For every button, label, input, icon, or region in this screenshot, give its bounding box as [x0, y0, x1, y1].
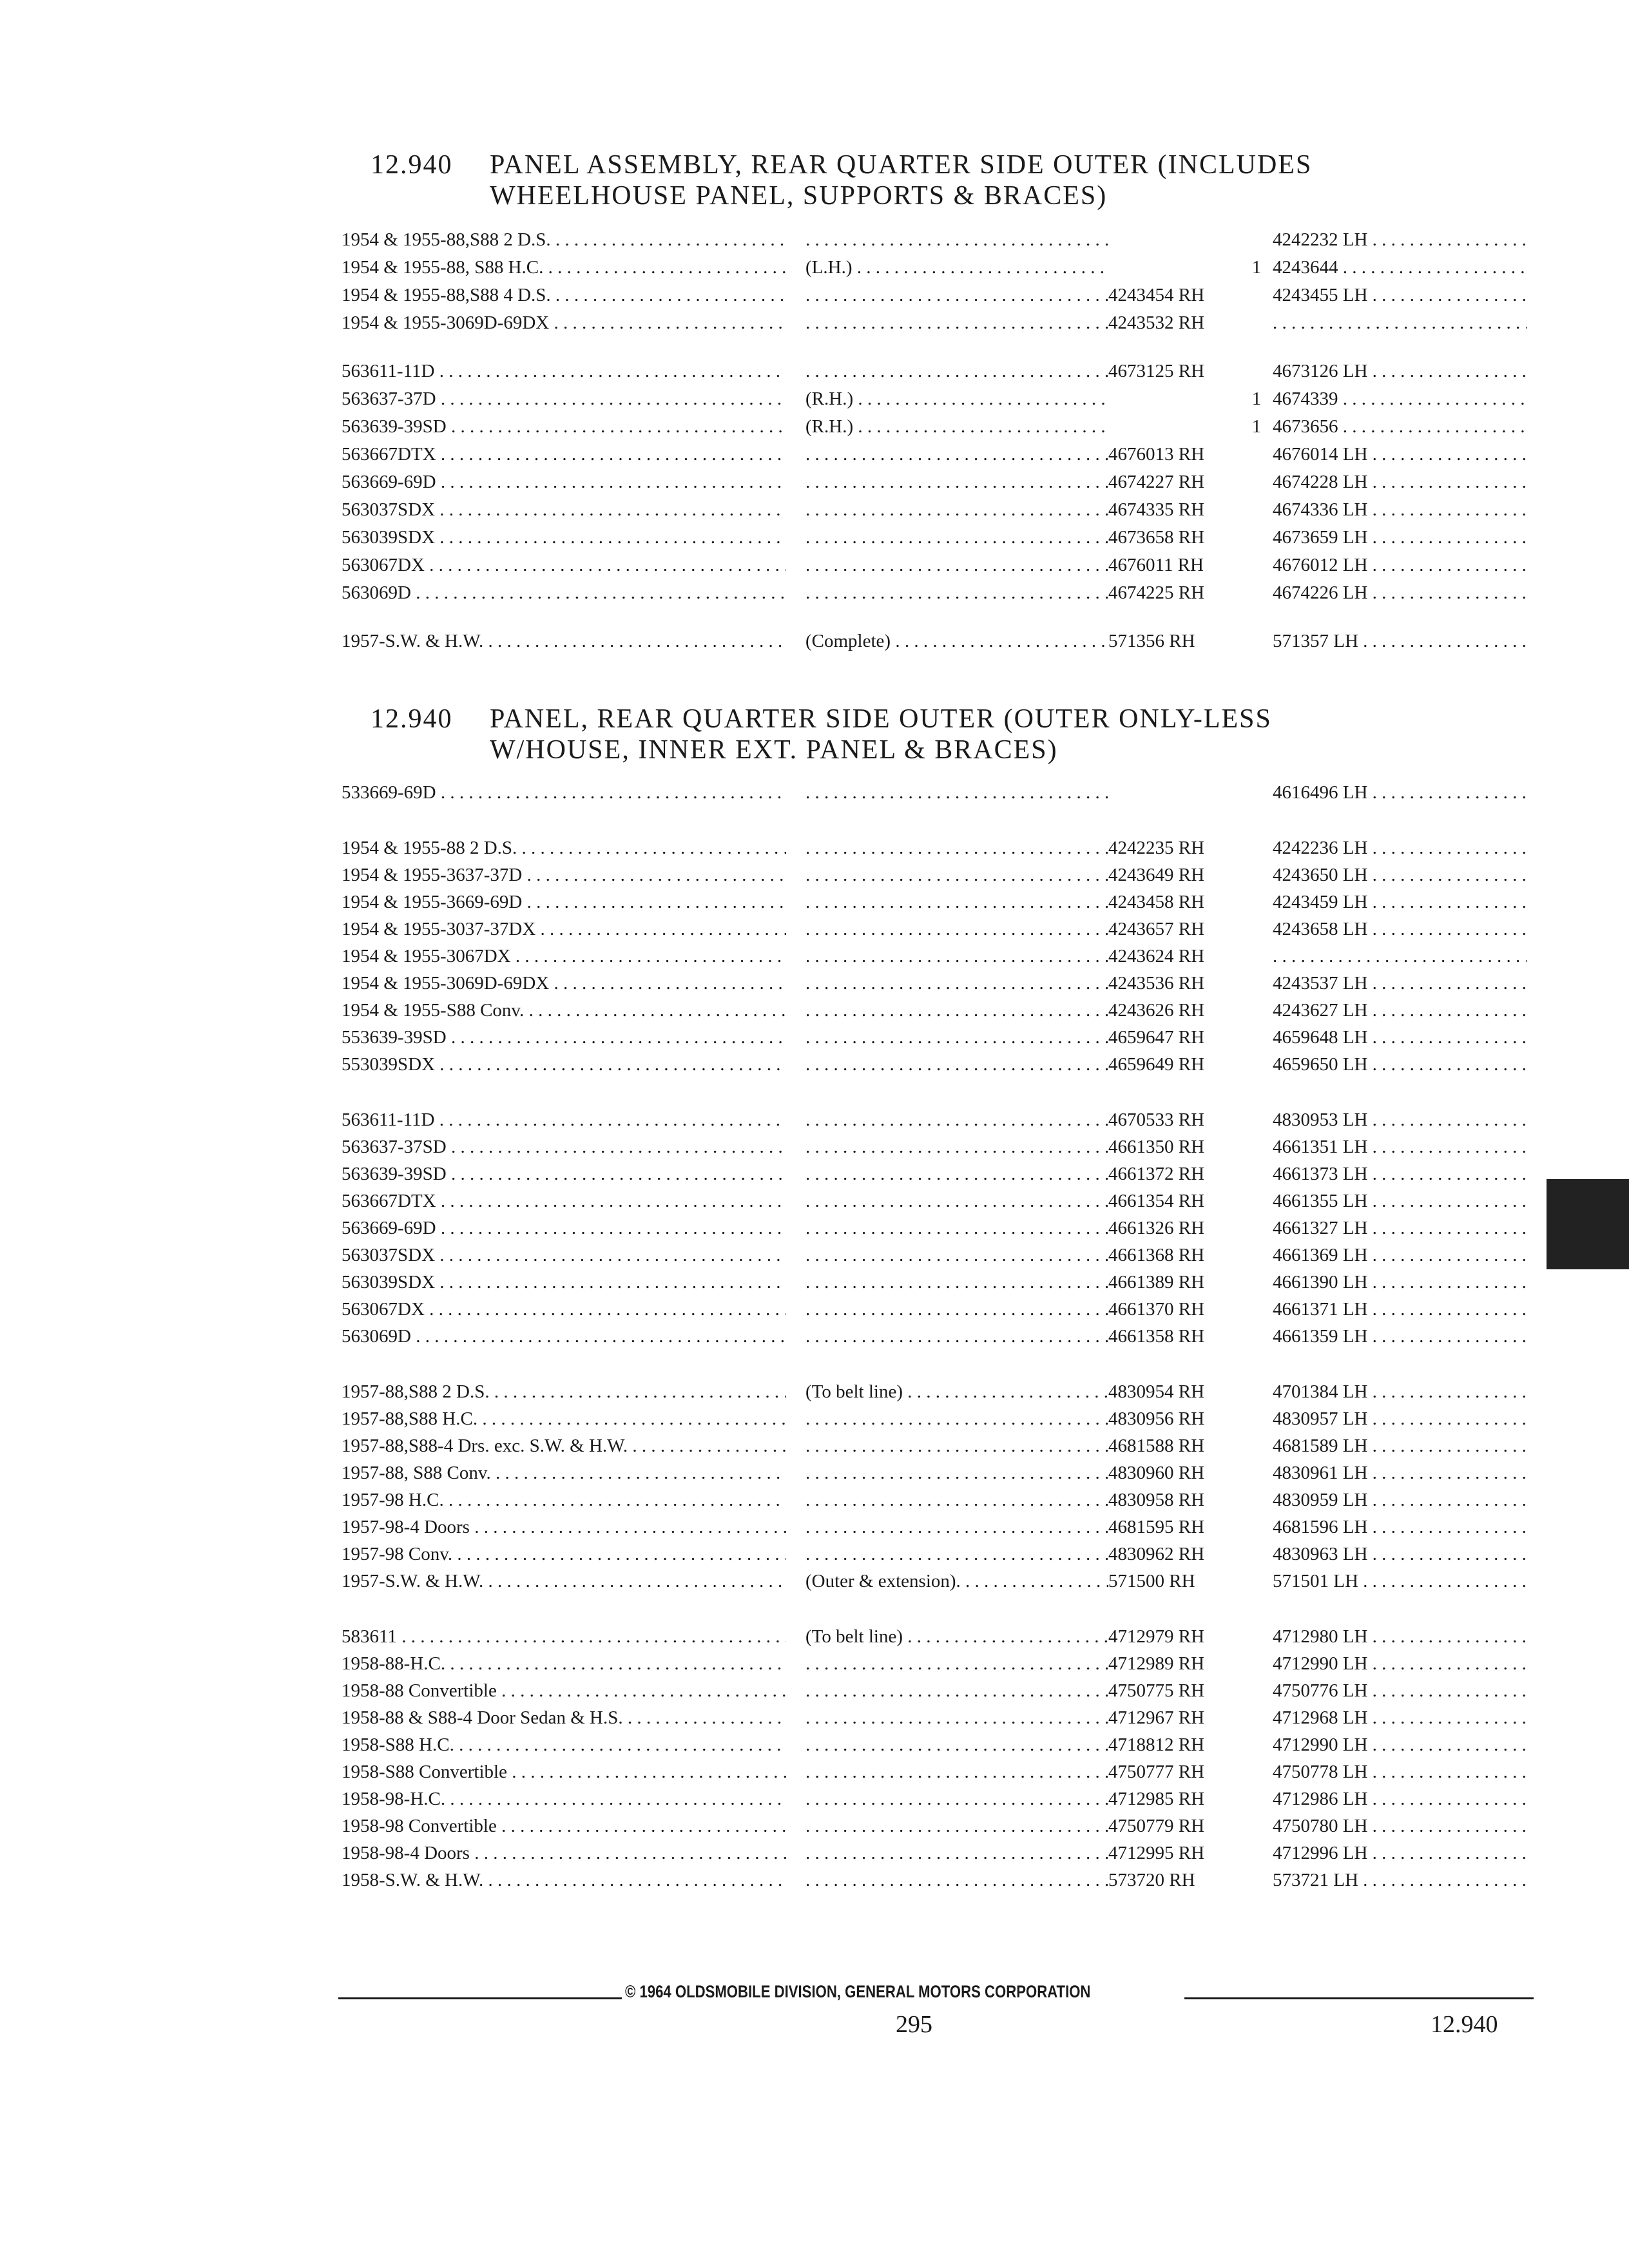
part-number-rh: 4670533 RH	[1108, 1110, 1205, 1130]
table-row	[342, 780, 1527, 805]
part-number-lh: 573721 LH . . .	[1273, 1867, 1527, 1893]
table-row	[342, 1840, 1527, 1866]
part-note	[805, 441, 1108, 467]
part-note	[805, 970, 1108, 996]
part-number-lh	[1273, 310, 1527, 336]
table-row	[342, 1406, 1527, 1432]
part-quantity: 1	[1251, 257, 1262, 278]
part-number-rh: 4830962 RH	[1108, 1544, 1205, 1564]
part-number-lh: 4243658 LH . . .	[1273, 916, 1527, 942]
part-description: 1954 & 1955-3069D-69DX . . .	[342, 970, 786, 996]
part-note	[805, 1269, 1108, 1295]
table-row	[342, 1323, 1527, 1349]
part-number-lh: 4750778 LH . . .	[1273, 1759, 1527, 1785]
table-row	[342, 862, 1527, 888]
part-number-rh: 4830960 RH	[1108, 1463, 1205, 1483]
part-number-lh: 4712968 LH . . .	[1273, 1705, 1527, 1731]
page-number: 295	[896, 2011, 932, 2038]
part-number-rh: 4712985 RH	[1108, 1789, 1205, 1809]
part-note	[805, 1215, 1108, 1241]
section-edge-tab	[1547, 1179, 1629, 1269]
part-number-lh: 4681596 LH . . .	[1273, 1514, 1527, 1540]
part-note	[805, 1406, 1108, 1432]
table-row	[342, 414, 1527, 439]
part-quantity: 1	[1251, 389, 1262, 409]
part-number-lh: 4243627 LH . . .	[1273, 997, 1527, 1023]
part-number-lh: 4712996 LH . . .	[1273, 1840, 1527, 1866]
table-row	[342, 1568, 1527, 1594]
part-description: 1954 & 1955-S88 Conv. . . .	[342, 997, 786, 1023]
part-number-lh: 4830963 LH . . .	[1273, 1541, 1527, 1567]
part-number-rh: 4681588 RH	[1108, 1436, 1205, 1456]
part-description: 1958-S88 Convertible . . .	[342, 1759, 786, 1785]
part-number-lh: 4750780 LH . . .	[1273, 1813, 1527, 1839]
part-description: 1954 & 1955-88,S88 2 D.S. . . .	[342, 227, 786, 253]
table-row	[342, 282, 1527, 308]
part-number-rh: 4243532 RH	[1108, 312, 1205, 333]
part-description: 563637-37D . . .	[342, 386, 786, 412]
part-number-rh: 4243649 RH	[1108, 865, 1205, 885]
part-description: 1957-88,S88 H.C. . . .	[342, 1406, 786, 1432]
part-number-lh: 4661390 LH . . .	[1273, 1269, 1527, 1295]
part-number-rh: 571500 RH	[1108, 1571, 1195, 1591]
table-row	[342, 441, 1527, 467]
part-description: 1954 & 1955-3669-69D . . .	[342, 889, 786, 915]
part-note	[805, 1651, 1108, 1677]
table-row	[342, 1786, 1527, 1812]
part-note	[805, 1188, 1108, 1214]
part-description: 563667DTX . . .	[342, 1188, 786, 1214]
part-note	[805, 1052, 1108, 1077]
part-number-rh: 4661358 RH	[1108, 1326, 1205, 1347]
part-number-rh: 4674335 RH	[1108, 499, 1205, 520]
part-description: 1954 & 1955-3037-37DX . . .	[342, 916, 786, 942]
part-note	[805, 1867, 1108, 1893]
part-description: 1954 & 1955-3637-37D . . .	[342, 862, 786, 888]
section1-title-line1: PANEL ASSEMBLY, REAR QUARTER SIDE OUTER (INCLUDES	[490, 150, 1313, 180]
part-note	[805, 1296, 1108, 1322]
part-number-lh: 4674339 . . .	[1273, 386, 1527, 412]
part-description: 563037SDX . . .	[342, 497, 786, 523]
part-description: 553639-39SD . . .	[342, 1024, 786, 1050]
part-note	[805, 1323, 1108, 1349]
table-row	[342, 1215, 1527, 1241]
part-description: 1957-88,S88 2 D.S. . . .	[342, 1379, 786, 1405]
table-row	[342, 524, 1527, 550]
table-row	[342, 1651, 1527, 1677]
part-number-rh: 4661370 RH	[1108, 1299, 1205, 1320]
part-number-lh: 4750776 LH . . .	[1273, 1678, 1527, 1704]
section2-number: 12.940	[371, 704, 453, 734]
table-row	[342, 1161, 1527, 1187]
part-description: 1957-98 Conv. . . .	[342, 1541, 786, 1567]
part-note	[805, 1732, 1108, 1758]
part-note: (To belt line) . . .	[805, 1624, 1108, 1649]
part-number-rh: 4661326 RH	[1108, 1218, 1205, 1238]
part-number-lh: 4242232 LH . . .	[1273, 227, 1527, 253]
table-row	[342, 1269, 1527, 1295]
part-number-rh: 4830958 RH	[1108, 1490, 1205, 1510]
part-note	[805, 1705, 1108, 1731]
part-description: 1957-88, S88 Conv. . . .	[342, 1460, 786, 1486]
table-row	[342, 310, 1527, 336]
part-description: 1954 & 1955-88,S88 4 D.S. . . .	[342, 282, 786, 308]
part-quantity: 1	[1251, 416, 1262, 437]
section2-heading	[371, 704, 1272, 765]
part-number-lh: 4243455 LH . . .	[1273, 282, 1527, 308]
part-description: 1954 & 1955-88, S88 H.C. . . .	[342, 255, 786, 280]
part-number-rh: 4750777 RH	[1108, 1762, 1205, 1782]
part-number-lh: 4243537 LH . . .	[1273, 970, 1527, 996]
part-number-lh: 571357 LH . . .	[1273, 628, 1527, 654]
table-row	[342, 1052, 1527, 1077]
table-row	[342, 386, 1527, 412]
part-number-lh: 4674228 LH . . .	[1273, 469, 1527, 495]
part-note	[805, 1433, 1108, 1459]
part-description: 1958-98-4 Doors . . .	[342, 1840, 786, 1866]
part-number-lh: 4712990 LH . . .	[1273, 1651, 1527, 1677]
table-row	[342, 1514, 1527, 1540]
table-row	[342, 970, 1527, 996]
footer-rule-left	[338, 1997, 622, 1999]
part-note	[805, 1786, 1108, 1812]
part-number-rh: 4676013 RH	[1108, 444, 1205, 465]
part-number-rh: 4674225 RH	[1108, 582, 1205, 603]
part-number-lh	[1273, 943, 1527, 969]
part-number-lh: 571501 LH . . .	[1273, 1568, 1527, 1594]
part-description: 563039SDX . . .	[342, 524, 786, 550]
part-number-lh: 4830953 LH . . .	[1273, 1107, 1527, 1133]
table-row	[342, 1433, 1527, 1459]
part-description: 563069D . . .	[342, 580, 786, 606]
part-description: 1958-98 Convertible . . .	[342, 1813, 786, 1839]
part-number-lh: 4661371 LH . . .	[1273, 1296, 1527, 1322]
part-number-lh: 4830961 LH . . .	[1273, 1460, 1527, 1486]
part-note	[805, 552, 1108, 578]
table-row	[342, 358, 1527, 384]
table-row	[342, 889, 1527, 915]
part-number-lh: 4830959 LH . . .	[1273, 1487, 1527, 1513]
footer-section-number: 12.940	[1431, 2011, 1498, 2038]
part-number-lh: 4659650 LH . . .	[1273, 1052, 1527, 1077]
part-number-rh: 4750779 RH	[1108, 1816, 1205, 1836]
part-number-lh: 4673126 LH . . .	[1273, 358, 1527, 384]
part-number-lh: 4674336 LH . . .	[1273, 497, 1527, 523]
part-description: 563039SDX . . .	[342, 1269, 786, 1295]
part-note	[805, 997, 1108, 1023]
part-number-lh: 4242236 LH . . .	[1273, 835, 1527, 861]
part-number-lh: 4243459 LH . . .	[1273, 889, 1527, 915]
part-number-rh: 4243626 RH	[1108, 1000, 1205, 1021]
part-number-lh: 4712980 LH . . .	[1273, 1624, 1527, 1649]
part-number-lh: 4616496 LH . . .	[1273, 780, 1527, 805]
part-number-lh: 4681589 LH . . .	[1273, 1433, 1527, 1459]
table-row	[342, 1867, 1527, 1893]
part-number-rh: 4661372 RH	[1108, 1164, 1205, 1184]
part-description: 583611 . . .	[342, 1624, 786, 1649]
table-row	[342, 1487, 1527, 1513]
part-description: 1958-98-H.C. . . .	[342, 1786, 786, 1812]
part-note	[805, 916, 1108, 942]
part-number-rh: 4712989 RH	[1108, 1653, 1205, 1674]
part-number-rh: 4661389 RH	[1108, 1272, 1205, 1293]
table-row	[342, 1460, 1527, 1486]
part-description: 563611-11D . . .	[342, 358, 786, 384]
part-description: 563611-11D . . .	[342, 1107, 786, 1133]
part-note	[805, 889, 1108, 915]
part-note	[805, 1487, 1108, 1513]
table-row	[342, 227, 1527, 253]
part-number-lh: 4661359 LH . . .	[1273, 1323, 1527, 1349]
table-row	[342, 1624, 1527, 1649]
part-number-rh: 4243536 RH	[1108, 973, 1205, 994]
footer-copyright: © 1964 OLDSMOBILE DIVISION, GENERAL MOTORS CORPORATION	[625, 1982, 1091, 2001]
part-description: 1957-S.W. & H.W. . . .	[342, 1568, 786, 1594]
part-number-lh: 4659648 LH . . .	[1273, 1024, 1527, 1050]
part-description: 563669-69D . . .	[342, 469, 786, 495]
table-row	[342, 1379, 1527, 1405]
part-number-lh: 4673656 . . .	[1273, 414, 1527, 439]
part-description: 1958-88 Convertible . . .	[342, 1678, 786, 1704]
part-note	[805, 469, 1108, 495]
part-description: 1958-S88 H.C. . . .	[342, 1732, 786, 1758]
table-row	[342, 469, 1527, 495]
part-number-lh: 4676014 LH . . .	[1273, 441, 1527, 467]
part-note	[805, 1678, 1108, 1704]
part-note	[805, 1460, 1108, 1486]
part-note: (Outer & extension). . . . . . .	[805, 1568, 1108, 1594]
part-number-rh: 4243458 RH	[1108, 892, 1205, 912]
part-note	[805, 310, 1108, 336]
part-number-rh: 4750775 RH	[1108, 1680, 1205, 1701]
part-number-rh: 4242235 RH	[1108, 838, 1205, 858]
part-description: 553039SDX . . .	[342, 1052, 786, 1077]
part-note: (L.H.) . . .	[805, 255, 1108, 280]
part-note	[805, 580, 1108, 606]
part-number-rh: 4830954 RH	[1108, 1381, 1205, 1402]
part-note	[805, 1759, 1108, 1785]
part-number-lh: 4674226 LH . . .	[1273, 580, 1527, 606]
part-number-lh: 4243650 LH . . .	[1273, 862, 1527, 888]
table-row	[342, 1107, 1527, 1133]
table-row	[342, 943, 1527, 969]
part-number-lh: 4830957 LH . . .	[1273, 1406, 1527, 1432]
part-note: (R.H.) . . .	[805, 414, 1108, 439]
part-number-lh: 4676012 LH . . .	[1273, 552, 1527, 578]
part-note	[805, 862, 1108, 888]
part-number-rh: 4712995 RH	[1108, 1843, 1205, 1863]
part-note	[805, 358, 1108, 384]
part-note	[805, 943, 1108, 969]
part-description: 563667DTX . . .	[342, 441, 786, 467]
part-note	[805, 780, 1108, 805]
table-row	[342, 1732, 1527, 1758]
part-number-rh: 4718812 RH	[1108, 1735, 1205, 1755]
part-description: 1958-S.W. & H.W. . . .	[342, 1867, 786, 1893]
part-note	[805, 1161, 1108, 1187]
part-note	[805, 524, 1108, 550]
part-note	[805, 1024, 1108, 1050]
table-row	[342, 1296, 1527, 1322]
part-number-rh: 573720 RH	[1108, 1870, 1195, 1890]
part-number-lh: 4673659 LH . . .	[1273, 524, 1527, 550]
part-note	[805, 1541, 1108, 1567]
part-number-lh: 4701384 LH . . .	[1273, 1379, 1527, 1405]
part-description: 1957-88,S88-4 Drs. exc. S.W. & H.W. . . .	[342, 1433, 786, 1459]
part-description: 1958-88 & S88-4 Door Sedan & H.S. . . .	[342, 1705, 786, 1731]
section1-title-line2: WHEELHOUSE PANEL, SUPPORTS & BRACES)	[490, 181, 1108, 211]
part-number-rh: 4676011 RH	[1108, 555, 1204, 575]
table-row	[342, 1024, 1527, 1050]
part-number-lh: 4712990 LH . . .	[1273, 1732, 1527, 1758]
part-description: 563067DX . . .	[342, 552, 786, 578]
part-description: 563639-39SD . . .	[342, 414, 786, 439]
part-description: 563067DX . . .	[342, 1296, 786, 1322]
part-note	[805, 1514, 1108, 1540]
part-number-lh: 4243644 . . .	[1273, 255, 1527, 280]
section1-number: 12.940	[371, 150, 453, 180]
part-number-rh: 4659649 RH	[1108, 1054, 1205, 1075]
part-number-rh: 4712967 RH	[1108, 1707, 1205, 1728]
part-number-rh: 4673125 RH	[1108, 361, 1205, 381]
part-number-rh: 571356 RH	[1108, 631, 1195, 651]
part-note	[805, 1813, 1108, 1839]
part-number-rh: 4243624 RH	[1108, 946, 1205, 966]
part-note	[805, 1107, 1108, 1133]
part-description: 533669-69D . . .	[342, 780, 786, 805]
part-number-rh: 4661350 RH	[1108, 1137, 1205, 1157]
part-note	[805, 497, 1108, 523]
part-description: 563037SDX . . .	[342, 1242, 786, 1268]
part-number-rh: 4712979 RH	[1108, 1626, 1205, 1647]
part-number-rh: 4661368 RH	[1108, 1245, 1205, 1265]
footer-rule-right	[1184, 1997, 1534, 1999]
part-number-rh: 4243454 RH	[1108, 285, 1205, 305]
table-row	[342, 1188, 1527, 1214]
table-row	[342, 255, 1527, 280]
part-note: (R.H.) . . .	[805, 386, 1108, 412]
table-row	[342, 1541, 1527, 1567]
part-number-lh: 4661351 LH . . .	[1273, 1134, 1527, 1160]
table-row	[342, 916, 1527, 942]
part-description: 1957-S.W. & H.W. . . .	[342, 628, 786, 654]
part-description: 563637-37SD . . .	[342, 1134, 786, 1160]
part-note	[805, 227, 1108, 253]
part-description: 1958-88-H.C. . . .	[342, 1651, 786, 1677]
table-row	[342, 1134, 1527, 1160]
part-note	[805, 1242, 1108, 1268]
table-row	[342, 1242, 1527, 1268]
part-description: 563069D . . .	[342, 1323, 786, 1349]
part-number-lh: 4661355 LH . . .	[1273, 1188, 1527, 1214]
table-row	[342, 997, 1527, 1023]
section2-title-line1: PANEL, REAR QUARTER SIDE OUTER (OUTER ONLY-LESS	[490, 704, 1272, 734]
table-row	[342, 628, 1527, 654]
part-note: (To belt line) . . .	[805, 1379, 1108, 1405]
section1-heading	[371, 149, 1312, 211]
table-row	[342, 835, 1527, 861]
part-number-lh: 4661369 LH . . .	[1273, 1242, 1527, 1268]
part-description: 1954 & 1955-3067DX . . .	[342, 943, 786, 969]
part-number-lh: 4712986 LH . . .	[1273, 1786, 1527, 1812]
part-note	[805, 1134, 1108, 1160]
part-number-rh: 4681595 RH	[1108, 1517, 1205, 1537]
part-note	[805, 1840, 1108, 1866]
part-number-rh: 4243657 RH	[1108, 919, 1205, 939]
part-number-lh: 4661327 LH . . .	[1273, 1215, 1527, 1241]
part-number-rh: 4661354 RH	[1108, 1191, 1205, 1211]
table-row	[342, 1759, 1527, 1785]
part-number-rh: 4830956 RH	[1108, 1408, 1205, 1429]
table-row	[342, 1705, 1527, 1731]
table-row	[342, 1813, 1527, 1839]
part-number-rh: 4674227 RH	[1108, 472, 1205, 492]
part-note	[805, 835, 1108, 861]
part-description: 563639-39SD . . .	[342, 1161, 786, 1187]
part-number-lh: 4661373 LH . . .	[1273, 1161, 1527, 1187]
part-number-rh: 4659647 RH	[1108, 1027, 1205, 1048]
part-number-rh: 4673658 RH	[1108, 527, 1205, 548]
part-description: 1954 & 1955-88 2 D.S. . . .	[342, 835, 786, 861]
table-row	[342, 1678, 1527, 1704]
part-note	[805, 282, 1108, 308]
section2-title-line2: W/HOUSE, INNER EXT. PANEL & BRACES)	[490, 735, 1058, 765]
part-description: 1957-98 H.C. . . .	[342, 1487, 786, 1513]
part-description: 563669-69D . . .	[342, 1215, 786, 1241]
part-note: (Complete) . . .	[805, 628, 1108, 654]
part-description: 1954 & 1955-3069D-69DX . . .	[342, 310, 786, 336]
table-row	[342, 552, 1527, 578]
table-row	[342, 497, 1527, 523]
part-description: 1957-98-4 Doors . . .	[342, 1514, 786, 1540]
table-row	[342, 580, 1527, 606]
